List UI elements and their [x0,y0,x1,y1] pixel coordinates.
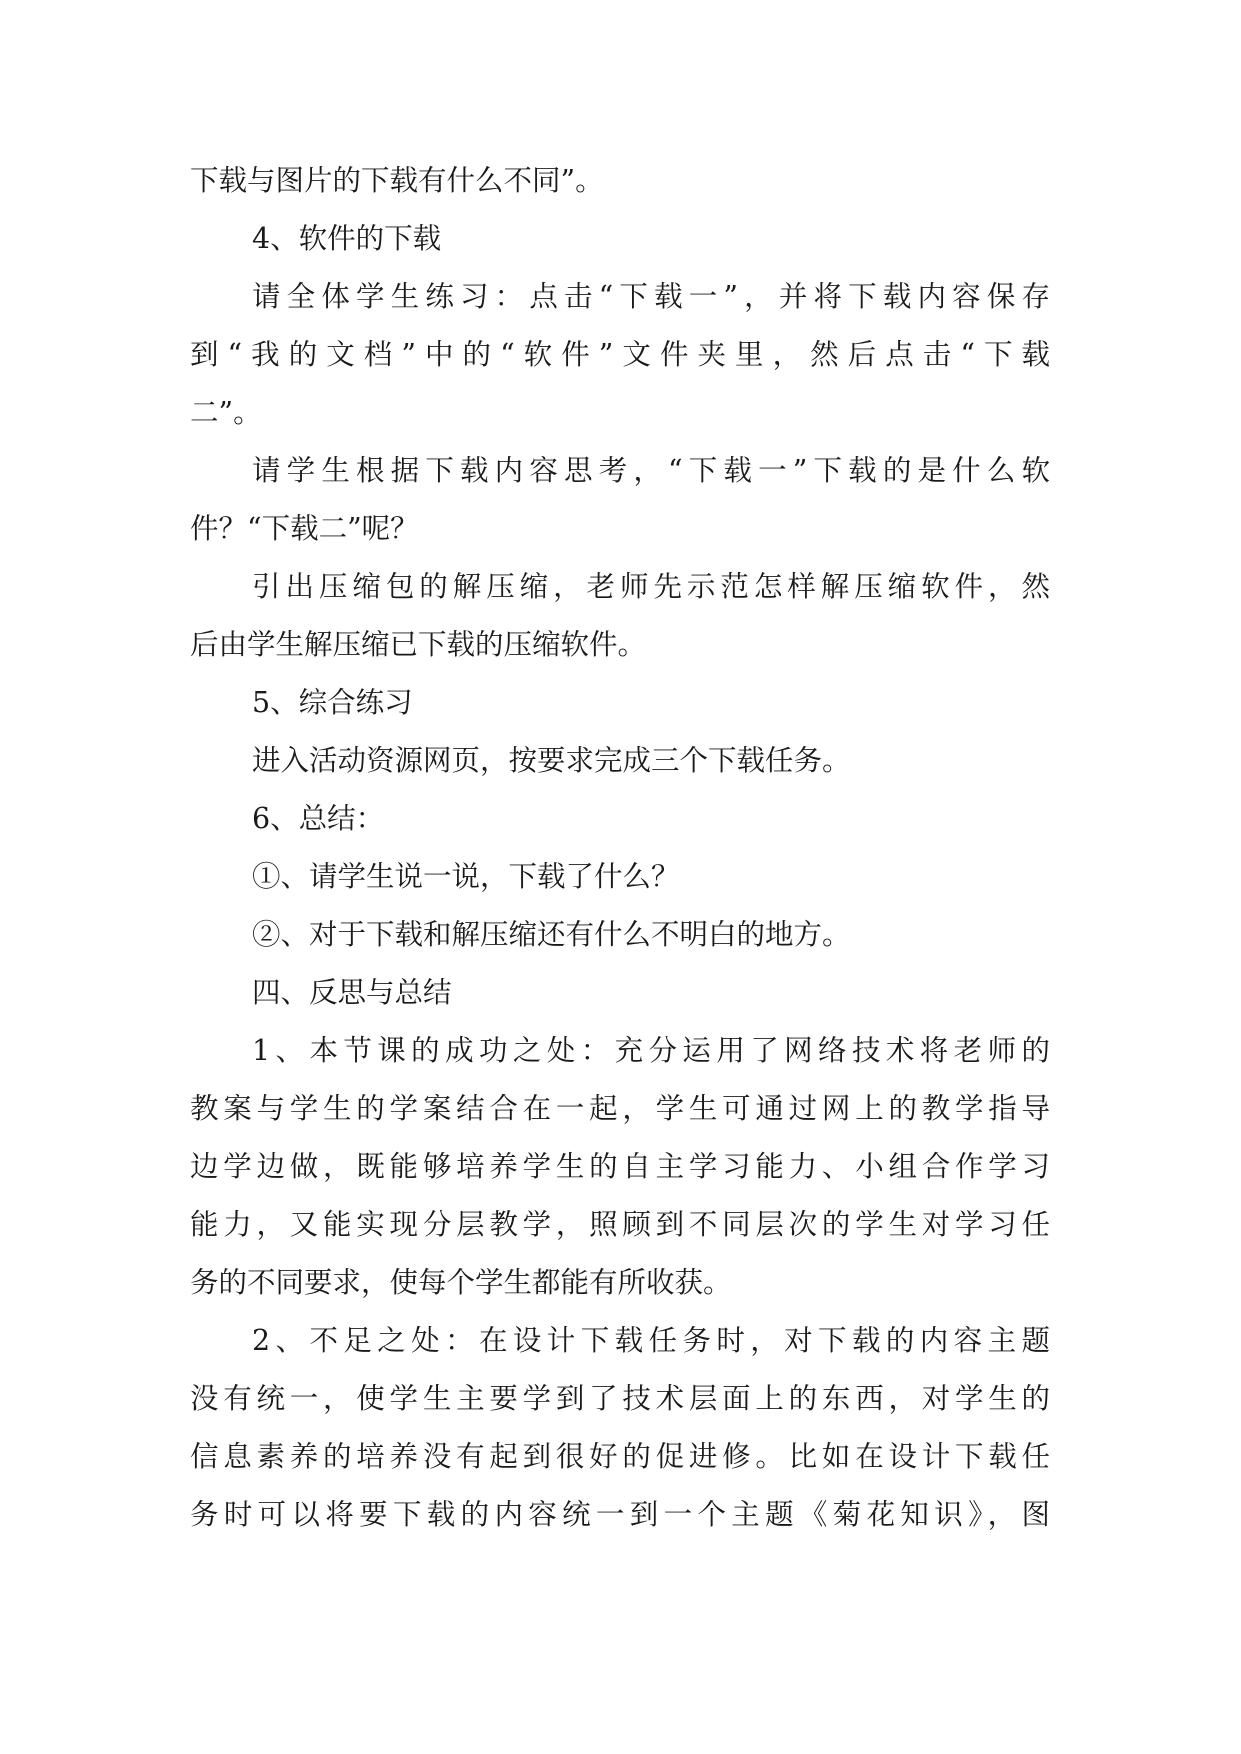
text-line: 2、不足之处：在设计下载任务时，对下载的内容主题 [252,1324,1050,1357]
text-line: 到“我的文档”中的“软件”文件夹里，然后点击“下载 [190,338,1050,371]
text-line: 引出压缩包的解压缩，老师先示范怎样解压缩软件，然 [252,570,1050,603]
text-line: 件？“下载二”呢？ [190,512,419,545]
text-line: 进入活动资源网页，按要求完成三个下载任务。 [252,744,851,777]
text-line: 5、综合练习 [252,686,413,719]
text-line: 后由学生解压缩已下载的压缩软件。 [190,628,647,661]
text-line: ①、请学生说一说，下载了什么？ [252,860,680,893]
text-line: 务的不同要求，使每个学生都能有所收获。 [190,1266,732,1299]
text-line: 请全体学生练习：点击“下载一”，并将下载内容保存 [252,280,1050,313]
text-line: 没有统一，使学生主要学到了技术层面上的东西，对学生的 [190,1382,1050,1415]
text-line: 四、反思与总结 [252,976,452,1009]
text-line: 下载与图片的下载有什么不同”。 [190,164,604,197]
text-line: 4、软件的下载 [252,222,442,255]
text-line: 务时可以将要下载的内容统一到一个主题《菊花知识》，图 [190,1498,1050,1531]
text-line: 1、本节课的成功之处：充分运用了网络技术将老师的 [252,1034,1050,1067]
text-line: 6、总结： [252,802,385,835]
text-line: 能力，又能实现分层教学，照顾到不同层次的学生对学习任 [190,1208,1050,1241]
text-line: 边学边做，既能够培养学生的自主学习能力、小组合作学习 [190,1150,1050,1183]
text-line: 教案与学生的学案结合在一起，学生可通过网上的教学指导 [190,1092,1050,1125]
text-line: 请学生根据下载内容思考，“下载一”下载的是什么软 [252,454,1050,487]
document-page [190,152,1050,1544]
text-line: 二”。 [190,396,262,429]
text-line: 信息素养的培养没有起到很好的促进修。比如在设计下载任 [190,1440,1050,1473]
text-line: ②、对于下载和解压缩还有什么不明白的地方。 [252,918,851,951]
